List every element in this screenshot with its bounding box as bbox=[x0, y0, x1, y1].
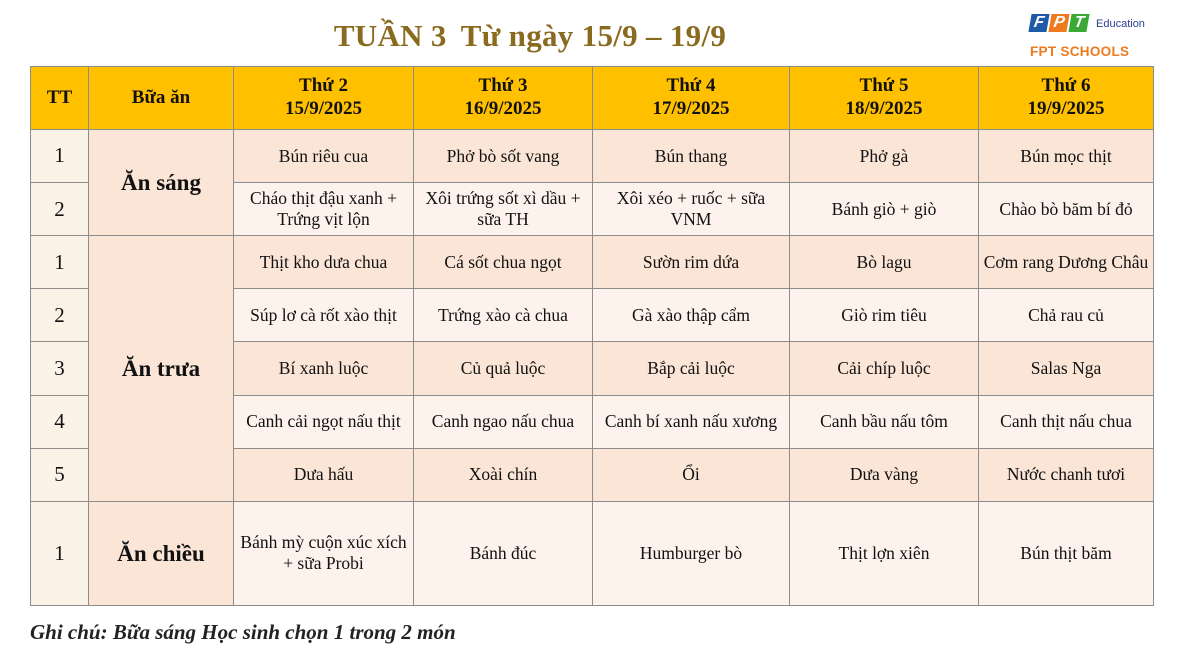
table-row bbox=[31, 501, 1154, 605]
header-day bbox=[790, 67, 979, 130]
day-date: 19/9/2025 bbox=[1027, 98, 1105, 119]
footnote: Ghi chú: Bữa sáng Học sinh chọn 1 trong 2 món bbox=[30, 620, 456, 644]
dish-cell: Dưa hấu bbox=[234, 448, 414, 501]
dish-cell: Canh ngao nấu chua bbox=[414, 395, 593, 448]
dish-cell: Xoài chín bbox=[414, 448, 593, 501]
day-date: 15/9/2025 bbox=[284, 98, 363, 119]
day-date: 17/9/2025 bbox=[652, 98, 730, 119]
dish-cell: Trứng xào cà chua bbox=[414, 289, 593, 342]
row-number: 1 bbox=[31, 501, 89, 605]
row-number: 4 bbox=[31, 395, 89, 448]
day-name: Thứ 6 bbox=[1041, 75, 1091, 97]
header-tt: TT bbox=[31, 67, 89, 130]
logo-letter-f: F bbox=[1028, 14, 1049, 32]
header-meal: Bữa ăn bbox=[89, 67, 234, 130]
dish-cell: Bánh giò + giò bbox=[790, 183, 979, 236]
dish-cell: Phở gà bbox=[790, 130, 979, 183]
header-day bbox=[593, 67, 790, 130]
table-row bbox=[31, 130, 1154, 183]
dish-cell: Thịt lợn xiên bbox=[790, 501, 979, 605]
dish-cell: Cơm rang Dương Châu bbox=[979, 236, 1154, 289]
dish-cell: Bánh mỳ cuộn xúc xích + sữa Probi bbox=[234, 501, 414, 605]
dish-cell: Bún riêu cua bbox=[234, 130, 414, 183]
day-date: 16/9/2025 bbox=[464, 98, 542, 119]
dish-cell: Chào bò băm bí đỏ bbox=[979, 183, 1154, 236]
row-number: 3 bbox=[31, 342, 89, 395]
table-header-row bbox=[31, 67, 1154, 130]
day-name: Thứ 2 bbox=[299, 75, 348, 97]
dish-cell: Xôi trứng sốt xì dầu + sữa TH bbox=[414, 183, 593, 236]
dish-cell: Canh thịt nấu chua bbox=[979, 395, 1154, 448]
dish-cell: Canh bí xanh nấu xương bbox=[593, 395, 790, 448]
dish-cell: Bún mọc thịt bbox=[979, 130, 1154, 183]
logo-letter-t: T bbox=[1068, 14, 1089, 32]
logo-letter-p: P bbox=[1048, 14, 1069, 32]
date-range: Từ ngày 15/9 – 19/9 bbox=[460, 18, 727, 53]
dish-cell: Nước chanh tươi bbox=[979, 448, 1154, 501]
logo-schools-text: FPT SCHOOLS bbox=[1030, 44, 1130, 59]
meal-breakfast: Ăn sáng bbox=[89, 130, 234, 236]
day-date: 18/9/2025 bbox=[845, 98, 923, 119]
row-number: 2 bbox=[31, 289, 89, 342]
dish-cell: Cá sốt chua ngọt bbox=[414, 236, 593, 289]
dish-cell: Canh bầu nấu tôm bbox=[790, 395, 979, 448]
meal-lunch: Ăn trưa bbox=[89, 236, 234, 502]
week-label: TUẦN 3 bbox=[333, 18, 447, 53]
meal-afternoon: Ăn chiều bbox=[89, 501, 234, 605]
weekly-menu-table bbox=[30, 66, 1154, 606]
dish-cell: Bún thịt băm bbox=[979, 501, 1154, 605]
dish-cell: Giò rim tiêu bbox=[790, 289, 979, 342]
dish-cell: Chả rau củ bbox=[979, 289, 1154, 342]
row-number: 1 bbox=[31, 130, 89, 183]
page-title bbox=[0, 18, 1060, 54]
dish-cell: Củ quả luộc bbox=[414, 342, 593, 395]
dish-cell: Gà xào thập cẩm bbox=[593, 289, 790, 342]
table-row bbox=[31, 236, 1154, 289]
day-name: Thứ 5 bbox=[859, 75, 909, 97]
dish-cell: Ổi bbox=[593, 448, 790, 501]
row-number: 2 bbox=[31, 183, 89, 236]
dish-cell: Thịt kho dưa chua bbox=[234, 236, 414, 289]
dish-cell: Humburger bò bbox=[593, 501, 790, 605]
row-number: 5 bbox=[31, 448, 89, 501]
dish-cell: Bắp cải luộc bbox=[593, 342, 790, 395]
header-day bbox=[234, 67, 414, 130]
day-name: Thứ 3 bbox=[478, 75, 528, 97]
header-day bbox=[414, 67, 593, 130]
dish-cell: Xôi xéo + ruốc + sữa VNM bbox=[593, 183, 790, 236]
dish-cell: Cháo thịt đậu xanh + Trứng vịt lộn bbox=[234, 183, 414, 236]
dish-cell: Canh cải ngọt nấu thịt bbox=[234, 395, 414, 448]
logo-education-text: Education bbox=[1096, 18, 1145, 30]
fpt-logo bbox=[1030, 12, 1170, 62]
dish-cell: Bí xanh luộc bbox=[234, 342, 414, 395]
dish-cell: Phở bò sốt vang bbox=[414, 130, 593, 183]
fpt-logo-mark bbox=[1030, 14, 1090, 32]
dish-cell: Salas Nga bbox=[979, 342, 1154, 395]
dish-cell: Sườn rim dứa bbox=[593, 236, 790, 289]
dish-cell: Cải chíp luộc bbox=[790, 342, 979, 395]
dish-cell: Bún thang bbox=[593, 130, 790, 183]
dish-cell: Bánh đúc bbox=[414, 501, 593, 605]
day-name: Thứ 4 bbox=[666, 75, 716, 97]
row-number: 1 bbox=[31, 236, 89, 289]
dish-cell: Súp lơ cà rốt xào thịt bbox=[234, 289, 414, 342]
dish-cell: Dưa vàng bbox=[790, 448, 979, 501]
header-day bbox=[979, 67, 1154, 130]
dish-cell: Bò lagu bbox=[790, 236, 979, 289]
